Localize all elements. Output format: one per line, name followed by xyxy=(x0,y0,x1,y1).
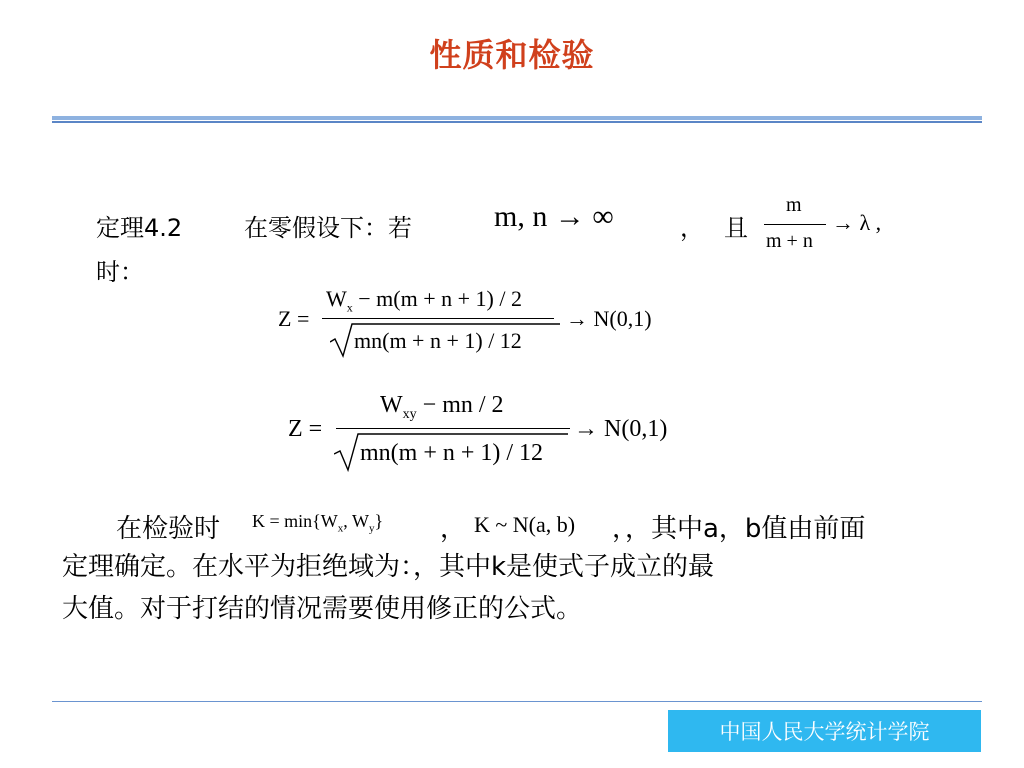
paragraph-comma: ， xyxy=(440,514,467,544)
paragraph-line3: 大值。对于打结的情况需要使用修正的公式。 xyxy=(62,594,583,624)
theorem-label: 定理4.2 xyxy=(96,214,183,242)
ratio-bar xyxy=(764,224,826,225)
formula2-lhs: Z = xyxy=(288,416,323,442)
formula1-bar xyxy=(322,318,554,319)
ratio-numerator: m xyxy=(786,194,802,216)
paragraph-line1-a: 在检验时 xyxy=(116,514,221,544)
k-definition: $K = \min\{W_x$, $W_y$} xyxy=(252,511,384,535)
header-divider xyxy=(52,116,982,120)
formula1-rhs: → N(0,1) xyxy=(566,306,652,331)
slide-title: 性质和检验 xyxy=(429,36,595,74)
paragraph-line2: 定理确定。在水平为拒绝域为：，其中k是使式子成立的最 xyxy=(62,552,715,582)
formula1-numerator: $W_x - m(m + n + 1) / 2$ xyxy=(326,286,522,315)
paragraph-line1-c: ，，其中a，b值由前面 xyxy=(612,514,866,544)
formula2-denominator: mn(m + n + 1) / 12 xyxy=(360,440,544,466)
footer-divider xyxy=(52,701,982,702)
footer-institution: 中国人民大学统计学院 xyxy=(668,710,981,752)
theorem-comma: ， xyxy=(680,214,704,242)
ratio-tail: → λ , xyxy=(832,210,882,235)
formula2-bar xyxy=(336,428,570,429)
formula1-lhs: Z = xyxy=(278,306,310,331)
formula2-rhs: → N(0,1) xyxy=(574,416,668,442)
theorem-and: 且 xyxy=(724,214,748,242)
k-distribution: K ~ N(a, b) xyxy=(474,512,576,537)
header-divider-inner xyxy=(52,121,982,123)
formula1-denominator: mn(m + n + 1) / 12 xyxy=(354,328,522,353)
theorem-condition: 在零假设下：若 xyxy=(244,214,412,242)
ratio-denominator: m + n xyxy=(766,230,813,252)
formula2-numerator: $W_{xy}$ − mn / 2 xyxy=(380,392,504,422)
theorem-when: 时： xyxy=(96,258,144,286)
theorem-limit: m, n → ∞ xyxy=(494,200,614,233)
